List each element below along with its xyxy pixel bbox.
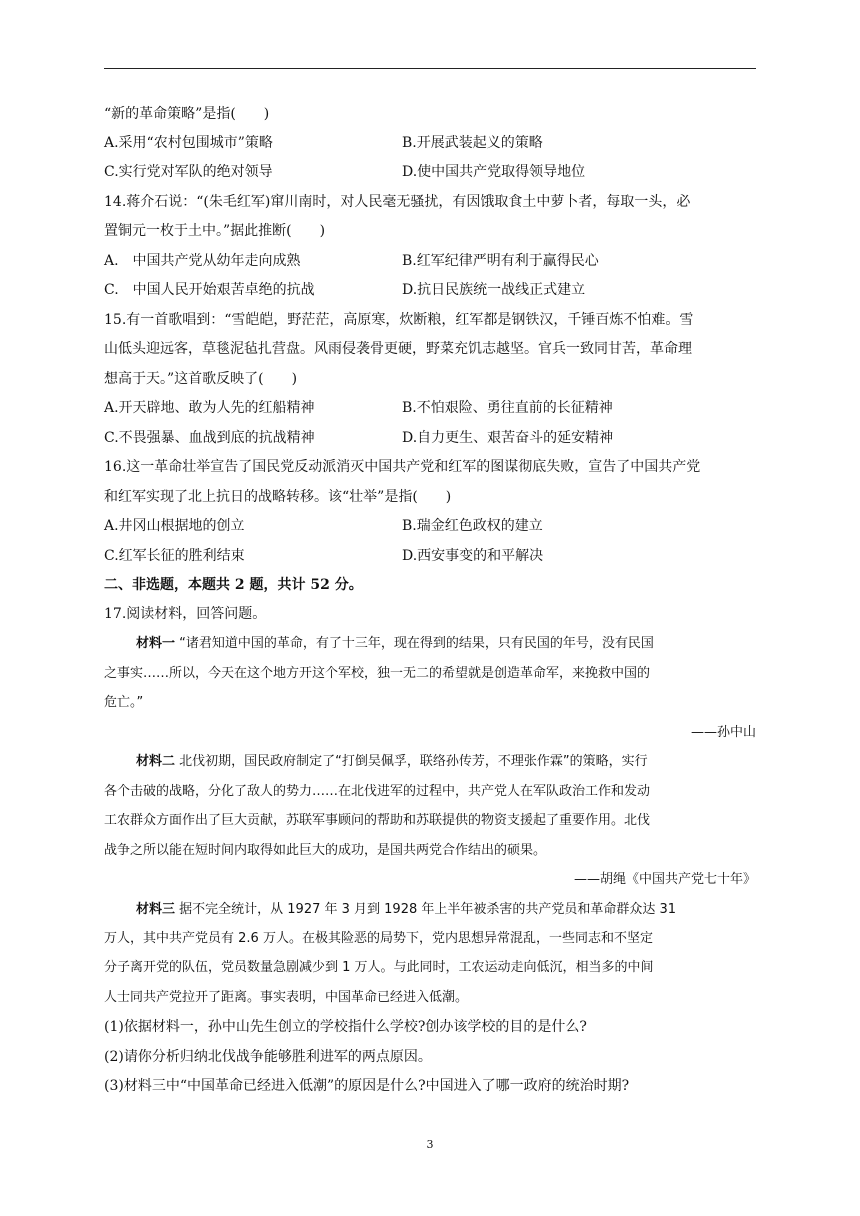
q14-option-a: A. 中国共产党从幼年走向成熟 xyxy=(104,253,301,269)
q13-option-b: B.开展武装起义的策略 xyxy=(402,135,543,151)
q15-option-b: B.不怕艰险、勇往直前的长征精神 xyxy=(402,400,613,416)
q13-stem: “新的革命策略”是指( ) xyxy=(104,106,270,122)
q16-option-a: A.井冈山根据地的创立 xyxy=(104,518,245,534)
material2-line3: 工农群众方面作出了巨大贡献，苏联军事顾问的帮助和苏联提供的物资支援起了重要作用。北伐 xyxy=(104,813,651,828)
q16-stem-line1: 16.这一革命壮举宣告了国民党反动派消灭中国共产党和红军的图谋彻底失败，宣告了中国共产党 xyxy=(104,459,701,475)
q15-option-d: D.自力更生、艰苦奋斗的延安精神 xyxy=(402,430,614,446)
material2-label: 材料二 xyxy=(136,754,176,769)
material3-label: 材料三 xyxy=(136,902,176,917)
material1-line1: 材料一 “诸君知道中国的革命，有了十三年，现在得到的结果，只有民国的年号，没有民国 xyxy=(136,636,654,651)
q14-option-c: C. 中国人民开始艰苦卓绝的抗战 xyxy=(104,282,315,298)
material3-line2: 万人，其中共产党员有 2.6 万人。在极其险恶的局势下，党内思想异常混乱，一些同志和不坚定 xyxy=(104,931,653,946)
q13-option-a: A.采用“农村包围城市”策略 xyxy=(104,135,273,151)
q15-option-a: A.开天辟地、敢为人先的红船精神 xyxy=(104,400,315,416)
q13-option-d: D.使中国共产党取得领导地位 xyxy=(402,164,586,180)
q14-option-d: D.抗日民族统一战线正式建立 xyxy=(402,282,586,298)
q16-option-d: D.西安事变的和平解决 xyxy=(402,548,544,564)
material2-line2: 各个击破的战略，分化了敌人的势力……在北伐进军的过程中，共产党人在军队政治工作和发动 xyxy=(104,784,651,799)
material3-line1: 材料三 据不完全统计，从 1927 年 3 月到 1928 年上半年被杀害的共产党员和革命群众达 31 xyxy=(136,902,677,917)
q14-stem-line1: 14.蒋介石说：“(朱毛红军)窜川南时，对人民毫无骚扰，有因饿取食土中萝卜者，每取一头，必 xyxy=(104,194,691,210)
q15-stem-line2: 山低头迎远客，草毯泥毡扎营盘。风雨侵袭骨更硬，野菜充饥志越坚。官兵一致同甘苦，革命理 xyxy=(104,341,692,357)
material3-line4: 人士同共产党拉开了距离。事实表明，中国革命已经进入低潮。 xyxy=(104,990,469,1005)
q16-option-c: C.红军长征的胜利结束 xyxy=(104,548,245,564)
material1-line3: 危亡。” xyxy=(104,695,144,710)
material2-source: ——胡绳《中国共产党七十年》 xyxy=(573,872,756,887)
q15-stem-line1: 15.有一首歌唱到：“雪皑皑，野茫茫，高原寒，炊断粮，红军都是钢铁汉，千锤百炼不怕难。雪 xyxy=(104,312,694,328)
q13-option-c: C.实行党对军队的绝对领导 xyxy=(104,164,273,180)
q15-stem-line3: 想高于天。”这首歌反映了( ) xyxy=(104,371,298,387)
q16-option-b: B.瑞金红色政权的建立 xyxy=(402,518,543,534)
material2-line4: 战争之所以能在短时间内取得如此巨大的成功，是国共两党合作结出的硕果。 xyxy=(104,843,547,858)
q14-stem-line2: 置铜元一枚于土中。”据此推断( ) xyxy=(104,223,326,239)
material1-line2: 之事实……所以，今天在这个地方开这个军校，独一无二的希望就是创造革命军，来挽救中国的 xyxy=(104,666,651,681)
q17-sub3: (3)材料三中“中国革命已经进入低潮”的原因是什么?中国进入了哪一政府的统治时期? xyxy=(104,1078,630,1094)
q17-intro: 17.阅读材料，回答问题。 xyxy=(104,606,267,622)
material1-source: ——孙中山 xyxy=(690,725,756,740)
q15-option-c: C.不畏强暴、血战到底的抗战精神 xyxy=(104,430,315,446)
page-number: 3 xyxy=(426,1138,434,1151)
material2-line1: 材料二 北伐初期，国民政府制定了“打倒吴佩孚，联络孙传芳，不理张作霖”的策略，实行 xyxy=(136,754,648,769)
q17-sub1: (1)依据材料一，孙中山先生创立的学校指什么学校?创办该学校的目的是什么? xyxy=(104,1019,587,1035)
material1-label: 材料一 xyxy=(136,636,176,651)
section2-heading: 二、非选题，本题共 2 题，共计 52 分。 xyxy=(104,577,363,593)
material3-line3: 分子离开党的队伍，党员数量急剧减少到 1 万人。与此同时，工农运动走向低沉，相当多的中间 xyxy=(104,960,654,975)
q14-option-b: B.红军纪律严明有利于赢得民心 xyxy=(402,253,599,269)
q16-stem-line2: 和红军实现了北上抗日的战略转移。该“壮举”是指( ) xyxy=(104,489,452,505)
header-rule xyxy=(104,68,756,69)
q17-sub2: (2)请你分析归纳北伐战争能够胜利进军的两点原因。 xyxy=(104,1049,432,1065)
